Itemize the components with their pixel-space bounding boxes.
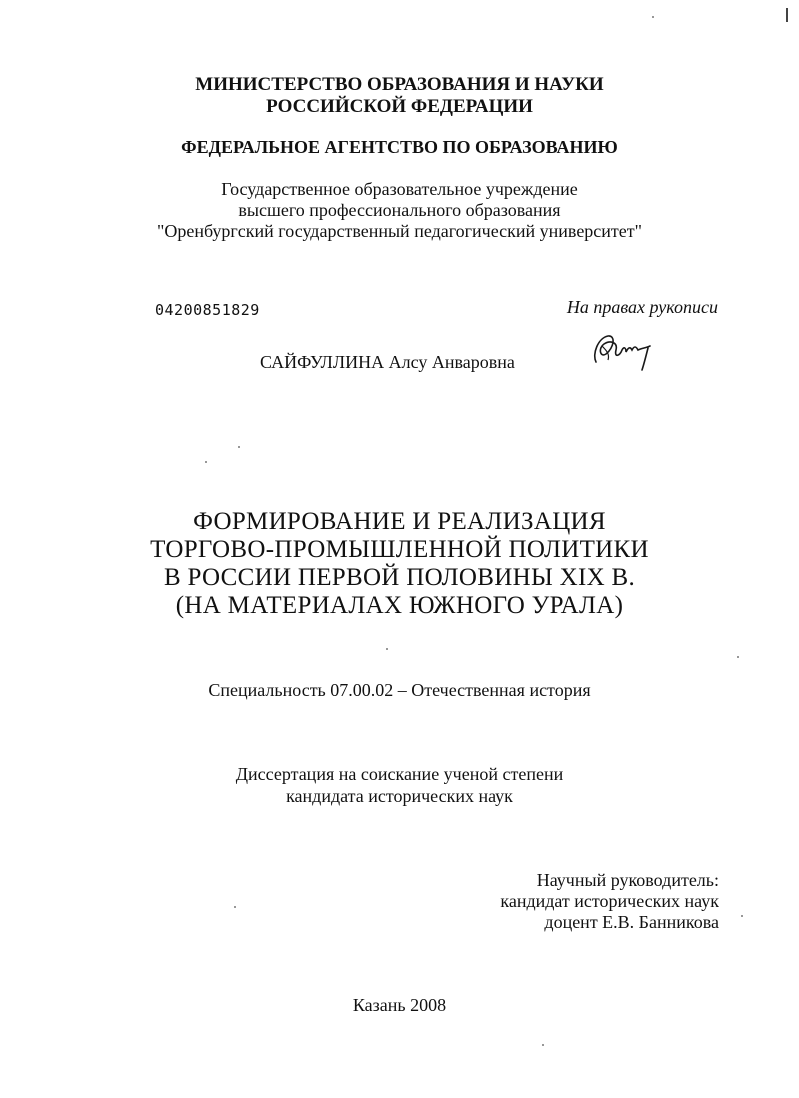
rights-note: На правах рукописи: [566, 297, 718, 317]
footer-city-year: Казань 2008: [352, 995, 447, 1015]
scan-speck: [234, 906, 236, 908]
agency-line: ФЕДЕРАЛЬНОЕ АГЕНТСТВО ПО ОБРАЗОВАНИЮ: [181, 137, 618, 157]
title-line-4: (НА МАТЕРИАЛАХ ЮЖНОГО УРАЛА): [175, 592, 624, 619]
institution-line-3: "Оренбургский государственный педагогический университет": [156, 221, 642, 241]
degree-line-1: Диссертация на соискание ученой степени: [235, 764, 564, 784]
registration-number: 04200851829: [155, 301, 260, 319]
title-line-1: ФОРМИРОВАНИЕ И РЕАЛИЗАЦИЯ: [193, 508, 606, 535]
institution-line-2: высшего профессионального образования: [238, 200, 561, 220]
scan-speck: [741, 915, 743, 917]
supervisor-line-2: кандидат исторических наук: [500, 891, 719, 911]
scan-speck: [386, 648, 388, 650]
scan-speck: [652, 16, 654, 18]
supervisor-line-3: доцент Е.В. Банникова: [544, 912, 719, 932]
signature-icon: [588, 326, 658, 374]
scan-mark: [786, 8, 788, 22]
title-line-3: В РОССИИ ПЕРВОЙ ПОЛОВИНЫ XIX В.: [163, 564, 636, 591]
scan-speck: [205, 461, 207, 463]
supervisor-line-1: Научный руководитель:: [536, 870, 719, 890]
author-name: САЙФУЛЛИНА Алсу Анваровна: [260, 352, 515, 372]
degree-line-2: кандидата исторических наук: [286, 786, 513, 806]
scan-speck: [238, 446, 240, 448]
scan-speck: [737, 656, 739, 658]
ministry-line-2: РОССИЙСКОЙ ФЕДЕРАЦИИ: [266, 96, 533, 117]
institution-line-1: Государственное образовательное учреждение: [221, 179, 578, 199]
scan-speck: [542, 1044, 544, 1046]
ministry-line-1: МИНИСТЕРСТВО ОБРАЗОВАНИЯ И НАУКИ: [195, 74, 604, 95]
title-line-2: ТОРГОВО-ПРОМЫШЛЕННОЙ ПОЛИТИКИ: [150, 536, 649, 563]
specialty-line: Специальность 07.00.02 – Отечественная история: [208, 680, 591, 700]
